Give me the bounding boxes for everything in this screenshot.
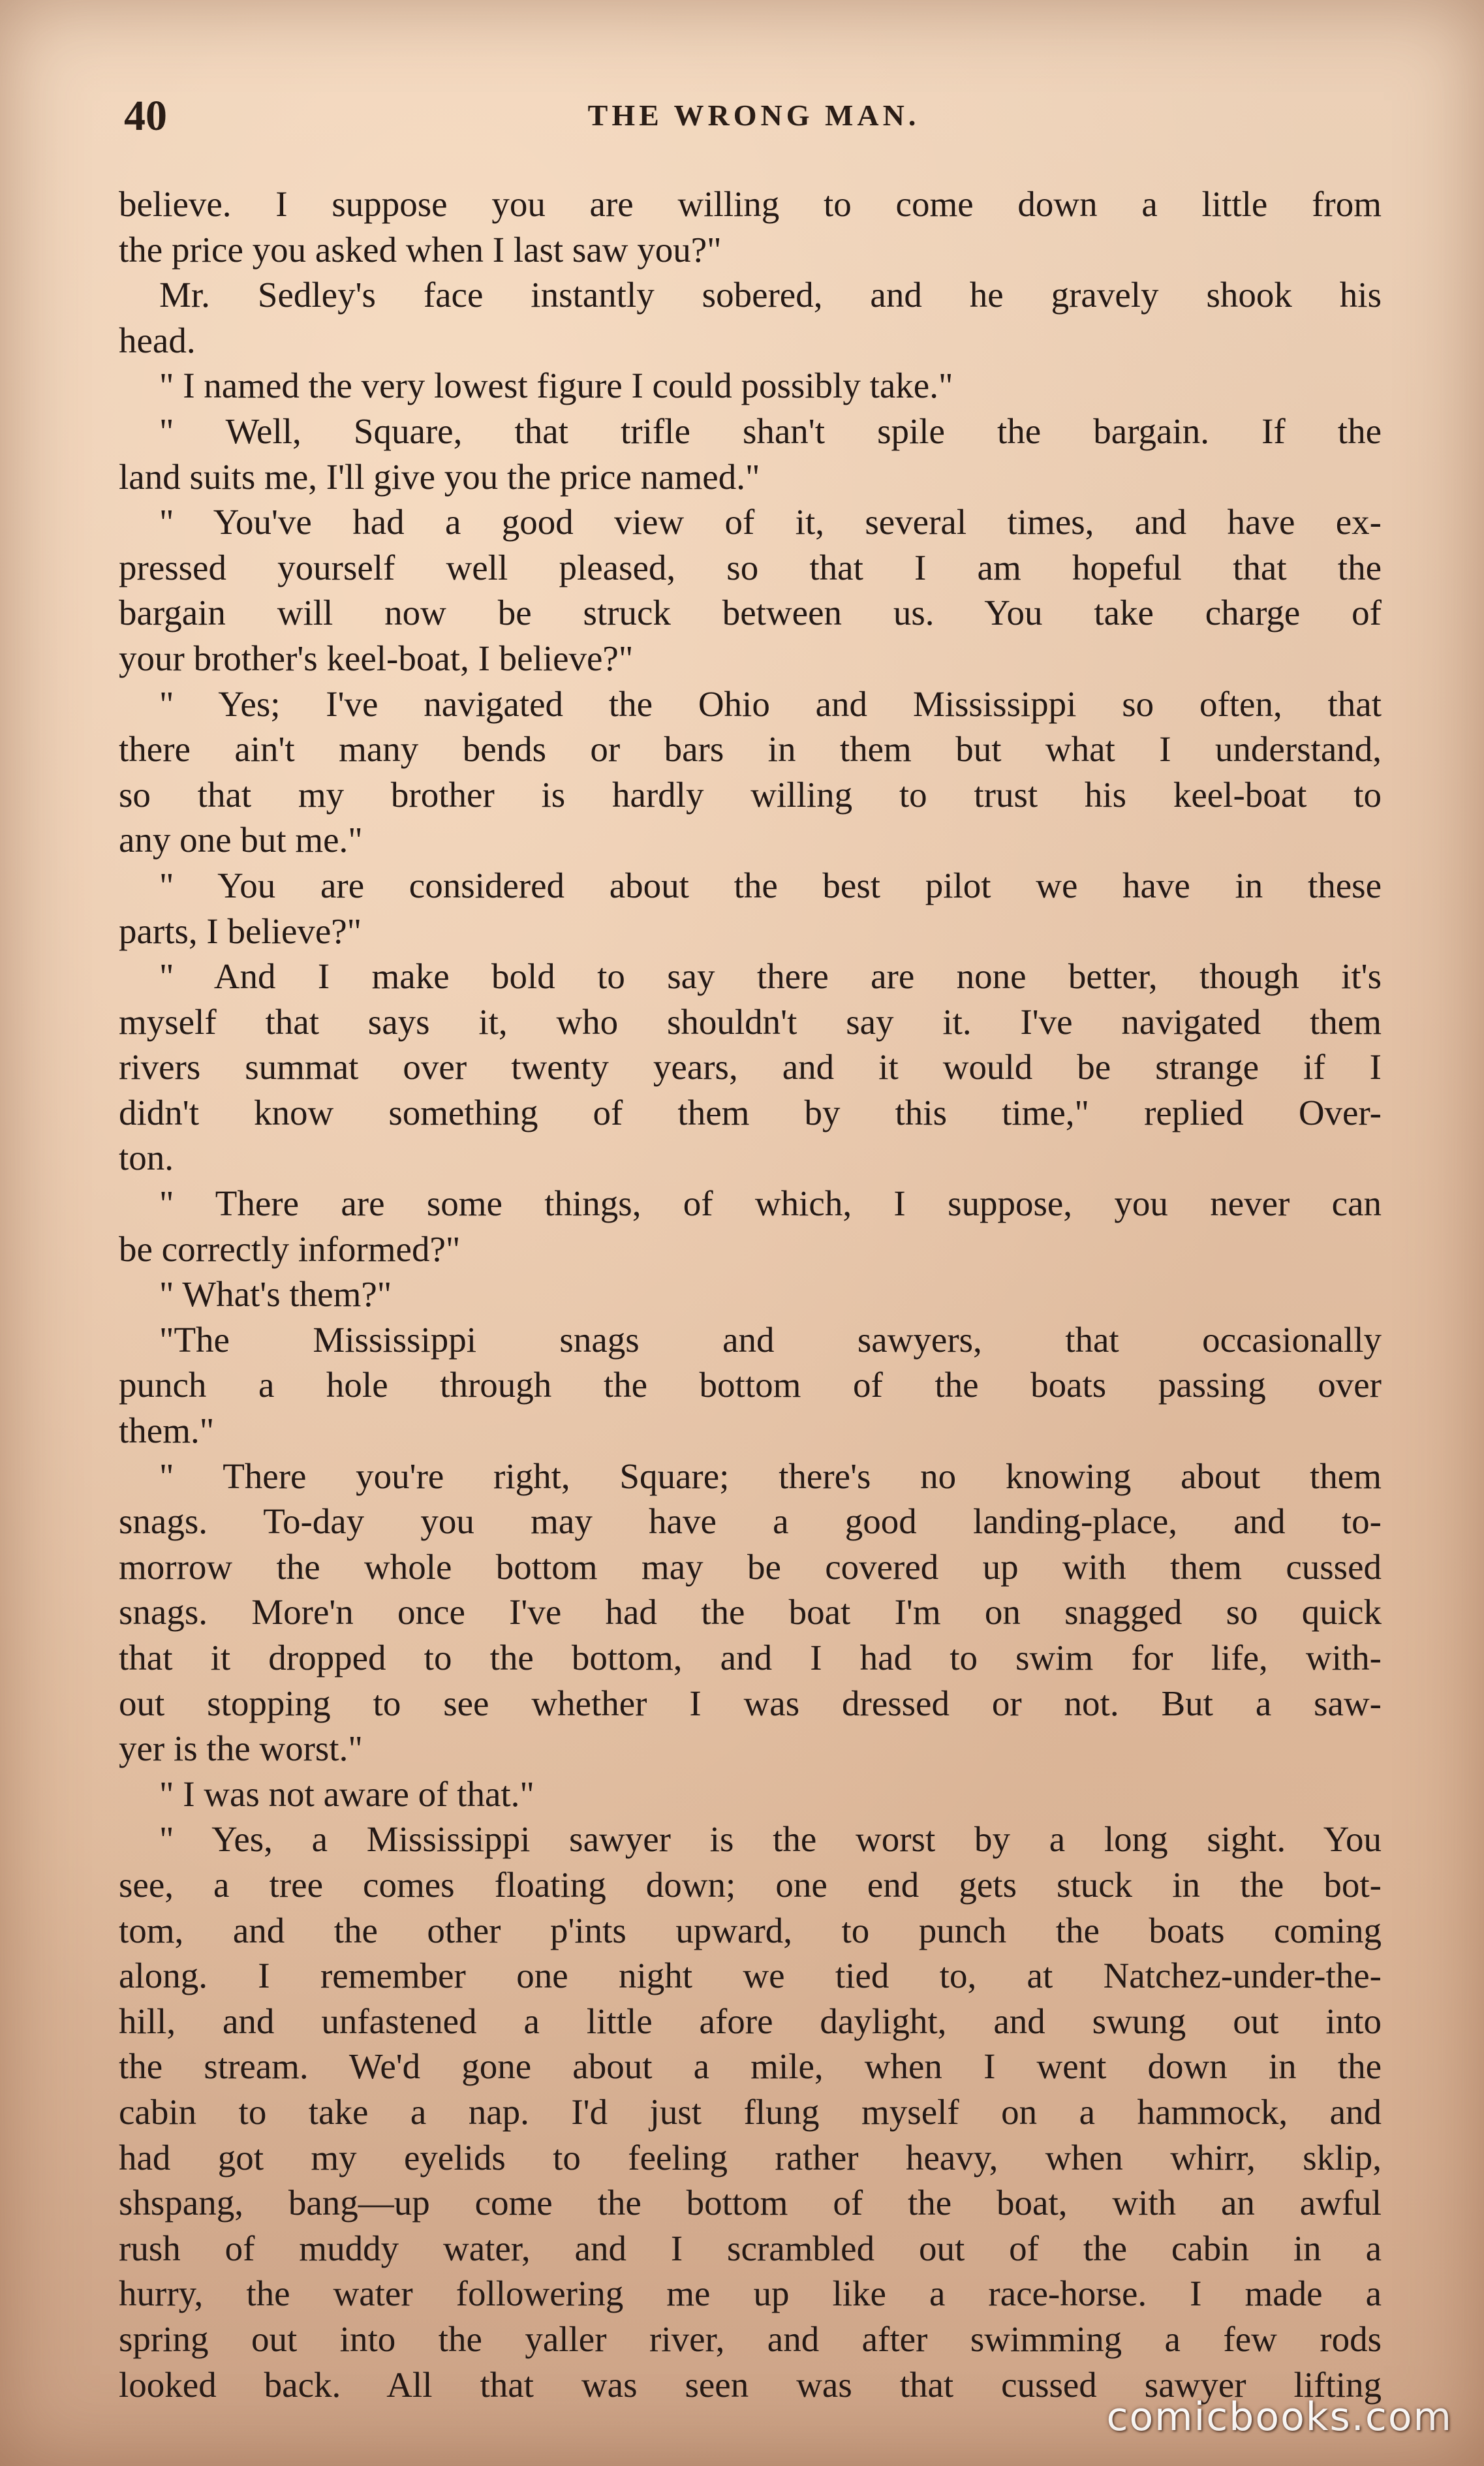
text-line: ton. bbox=[119, 1138, 174, 1178]
text-line: " I was not aware of that." bbox=[159, 1773, 534, 1814]
page-number: 40 bbox=[124, 92, 167, 140]
text-line: land suits me, I'll give you the price named." bbox=[119, 456, 760, 497]
running-head: THE WRONG MAN. bbox=[587, 99, 920, 132]
text-line: rush of muddy water, and I scrambled out of the cabin in a bbox=[119, 2228, 1382, 2268]
text-line: parts, I believe?" bbox=[119, 911, 362, 951]
text-line: " Yes; I've navigated the Ohio and Mississippi so often, that bbox=[159, 683, 1382, 724]
text-line: had got my eyelids to feeling rather heavy, when whirr, sklip, bbox=[119, 2137, 1382, 2177]
body-text bbox=[119, 181, 1382, 2407]
text-line: be correctly informed?" bbox=[119, 1228, 461, 1269]
text-line: cabin to take a nap. I'd just flung myself on a hammock, and bbox=[119, 2091, 1382, 2132]
text-line: pressed yourself well pleased, so that I am hopeful that the bbox=[119, 547, 1382, 587]
text-line: "The Mississippi snags and sawyers, that occasionally bbox=[159, 1319, 1382, 1360]
text-line: tom, and the other p'ints upward, to punch the boats coming bbox=[119, 1910, 1382, 1950]
text-line: believe. I suppose you are willing to come down a little from bbox=[119, 184, 1382, 224]
text-line: looked back. All that was seen was that cussed sawyer lifting bbox=[119, 2364, 1382, 2405]
text-line: your brother's keel-boat, I believe?" bbox=[119, 638, 634, 678]
text-line: " You are considered about the best pilot we have in these bbox=[159, 865, 1382, 905]
text-line: bargain will now be struck between us. You take charge of bbox=[119, 593, 1382, 633]
text-line: hurry, the water followering me up like a race-horse. I made a bbox=[119, 2273, 1382, 2314]
text-line: them." bbox=[119, 1411, 215, 1451]
text-line: " You've had a good view of it, several times, and have ex- bbox=[159, 502, 1382, 542]
text-line: hill, and unfastened a little afore daylight, and swung out into bbox=[119, 2001, 1382, 2041]
text-line: " There you're right, Square; there's no knowing about them bbox=[159, 1456, 1382, 1496]
text-line: " And I make bold to say there are none better, though it's bbox=[159, 956, 1382, 997]
text-line: the stream. We'd gone about a mile, when I went down in the bbox=[119, 2046, 1382, 2087]
text-line: spring out into the yaller river, and after swimming a few rods bbox=[119, 2318, 1382, 2359]
text-line: yer is the worst." bbox=[119, 1728, 363, 1769]
text-line: myself that says it, who shouldn't say it. I've navigated them bbox=[119, 1001, 1382, 1042]
text-line: along. I remember one night we tied to, at Natchez-under-the- bbox=[119, 1956, 1382, 1996]
text-line: out stopping to see whether I was dressed or not. But a saw- bbox=[119, 1683, 1382, 1723]
text-line: Mr. Sedley's face instantly sobered, and he gravely shook his bbox=[159, 275, 1382, 315]
text-line: punch a hole through the bottom of the boats passing over bbox=[119, 1365, 1382, 1405]
page-header bbox=[124, 91, 1384, 144]
text-line: so that my brother is hardly willing to trust his keel-boat to bbox=[119, 774, 1382, 815]
text-line: rivers summat over twenty years, and it would be strange if I bbox=[119, 1047, 1382, 1087]
text-line: see, a tree comes floating down; one end gets stuck in the bot- bbox=[119, 1864, 1382, 1905]
text-line: " Yes, a Mississippi sawyer is the worst by a long sight. You bbox=[159, 1819, 1382, 1860]
text-line: head. bbox=[119, 320, 196, 360]
text-line: " There are some things, of which, I suppose, you never can bbox=[159, 1183, 1382, 1224]
text-line: snags. More'n once I've had the boat I'm on snagged so quick bbox=[119, 1592, 1382, 1632]
text-line: " Well, Square, that trifle shan't spile the bargain. If the bbox=[159, 411, 1382, 451]
text-line: " What's them?" bbox=[159, 1274, 392, 1315]
text-line: morrow the whole bottom may be covered up with them cussed bbox=[119, 1546, 1382, 1587]
text-line: " I named the very lowest figure I could possibly take." bbox=[159, 366, 953, 406]
text-line: shspang, bang—up come the bottom of the boat, with an awful bbox=[119, 2183, 1382, 2223]
text-line: that it dropped to the bottom, and I had to swim for life, with- bbox=[119, 1638, 1382, 1678]
text-line: there ain't many bends or bars in them but what I understand, bbox=[119, 729, 1382, 770]
text-line: the price you asked when I last saw you?" bbox=[119, 229, 722, 270]
watermark: comicbooks.com bbox=[1106, 2394, 1453, 2440]
text-line: any one but me." bbox=[119, 820, 363, 860]
text-line: snags. To-day you may have a good landing-place, and to- bbox=[119, 1501, 1382, 1542]
text-line: didn't know something of them by this time," replied Over- bbox=[119, 1092, 1382, 1132]
